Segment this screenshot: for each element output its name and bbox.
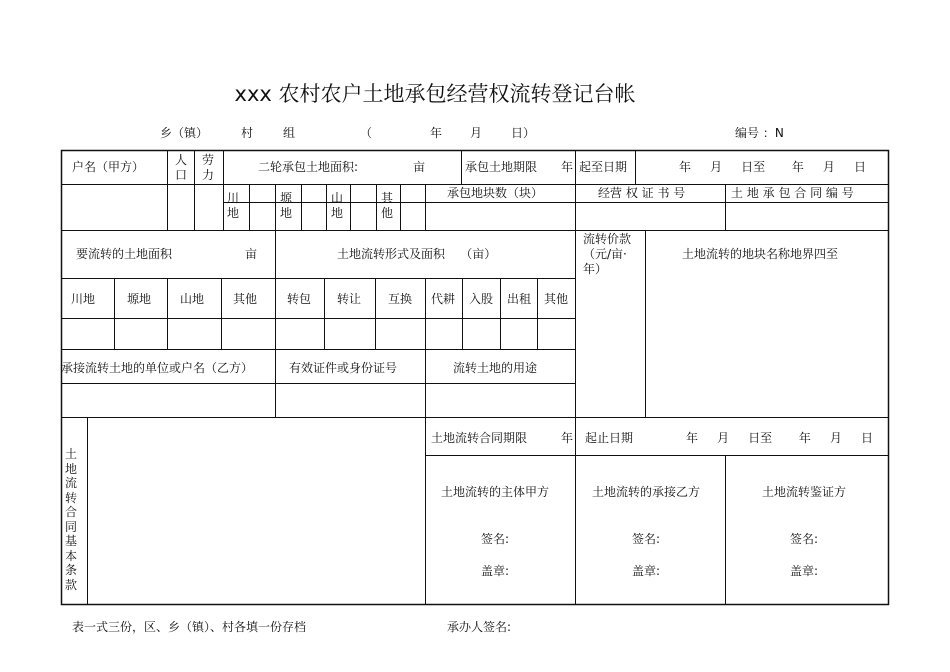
paren-label: （ xyxy=(360,126,373,140)
mingcheng-label: 土地流转的地块名称地界四至 xyxy=(682,247,839,261)
chengban-label: 承办人签名: xyxy=(447,620,512,634)
huming-label: 户名（甲方） xyxy=(72,160,145,174)
jianzheng-gaizhang: 盖章: xyxy=(790,564,819,578)
col-qita2: 其他 xyxy=(544,292,569,306)
renkou-label: 人口 xyxy=(174,153,187,182)
yifang-gaizhang: 盖章: xyxy=(632,564,661,578)
qizhi-label: 起至日期 xyxy=(579,160,628,174)
yuandi-label: 塬地 xyxy=(279,191,292,220)
qizhi-riqi-label: 起止日期 xyxy=(585,431,634,445)
yongtu-label: 流转土地的用途 xyxy=(453,361,538,375)
col-zhuanrang: 转让 xyxy=(337,292,362,306)
qita-label: 其他 xyxy=(380,191,393,220)
col-rugu: 入股 xyxy=(469,292,494,306)
xiang-label: 乡（镇） xyxy=(160,126,209,140)
erlun-label: 二轮承包土地面积: xyxy=(258,160,359,174)
jiafang-label: 土地流转的主体甲方 xyxy=(441,485,550,499)
jibentiaokuan-label: 土地流转合同基本条款 xyxy=(64,447,77,592)
section4-date: 年 月 日至 年 月 日 xyxy=(686,431,873,445)
qixian-label: 承包土地期限 xyxy=(465,160,538,174)
jiakuan-label: 流转价款（元/亩· 年） xyxy=(583,232,632,276)
row1-date: 年 月 日至 年 月 日 xyxy=(679,160,866,174)
page-title: xxx 农村农户土地承包经营权流转登记台帐 xyxy=(234,82,636,106)
hetongqixian-label: 土地流转合同期限 xyxy=(431,431,528,445)
bianhao-label: 编号 ：N xyxy=(735,126,784,140)
qixian-nian-label: 年 xyxy=(561,160,574,174)
nian-label: 年 xyxy=(430,126,443,140)
hetongqixian-nian: 年 xyxy=(561,431,574,445)
zhengjian-label: 有效证件或身份证号 xyxy=(289,361,398,375)
xingshi-label: 土地流转形式及面积 （亩） xyxy=(337,247,497,261)
cun-label: 村 xyxy=(241,126,254,140)
hetong-label: 土 地 承 包 合 同 编 号 xyxy=(731,186,854,200)
laoli-label: 劳力 xyxy=(201,153,214,182)
jingying-label: 经营 权 证 书 号 xyxy=(598,186,686,200)
mu-label: 亩 xyxy=(413,160,426,174)
jianzheng-label: 土地流转鉴证方 xyxy=(762,485,847,499)
jianzheng-qianming: 签名: xyxy=(790,532,819,546)
shandi-label: 山地 xyxy=(330,191,343,220)
ri-label: 日） xyxy=(511,126,536,140)
zu-label: 组 xyxy=(283,126,296,140)
yue-label: 月 xyxy=(470,126,483,140)
col-chuandi: 川地 xyxy=(71,292,96,306)
yaoliuzhuan-label: 要流转的土地面积 xyxy=(76,247,173,261)
kuaishu-label: 承包地块数（块） xyxy=(447,186,544,200)
col-daigeng: 代耕 xyxy=(431,292,456,306)
col-yuandi: 塬地 xyxy=(127,292,152,306)
yifang-qianming: 签名: xyxy=(632,532,661,546)
yifang-label: 土地流转的承接乙方 xyxy=(592,485,701,499)
col-chuzu: 出租 xyxy=(507,292,532,306)
col-huhuan: 互换 xyxy=(388,292,413,306)
chuandi-label: 川地 xyxy=(226,191,239,220)
jiafang-gaizhang: 盖章: xyxy=(481,564,510,578)
section2-mu-label: 亩 xyxy=(245,247,258,261)
col-qita: 其他 xyxy=(233,292,258,306)
footer-note: 表一式三份，区、乡（镇）、村各填一份存档 xyxy=(72,620,307,634)
jiafang-qianming: 签名: xyxy=(481,532,510,546)
col-shandi: 山地 xyxy=(180,292,205,306)
chengjie-label: 承接流转土地的单位或户名（乙方） xyxy=(61,361,254,375)
col-zhuanbao: 转包 xyxy=(287,292,312,306)
